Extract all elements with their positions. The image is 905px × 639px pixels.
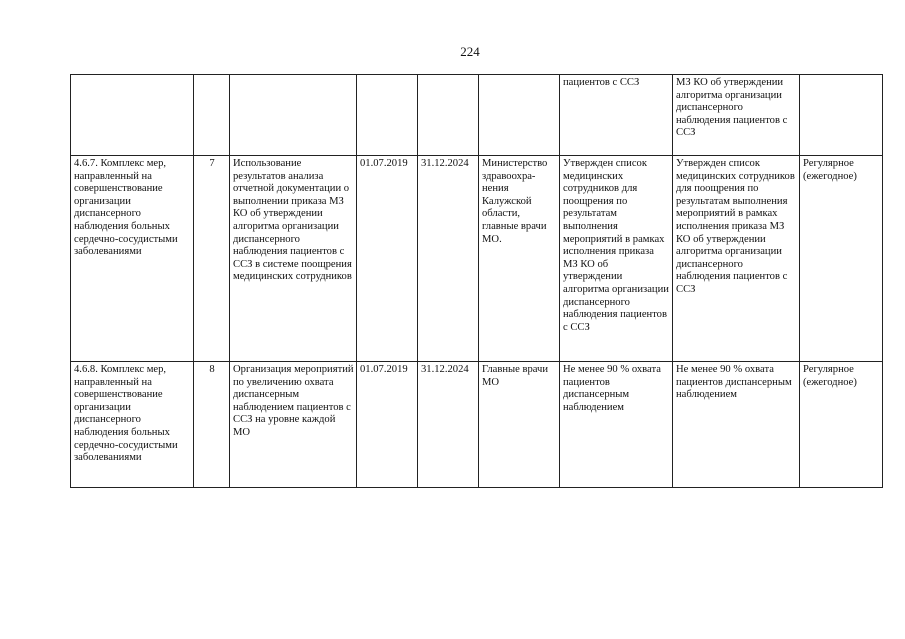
cell-activity: Организация мероприятий по увеличению охвата диспансерным наблюдением пациентов с ССЗ на уровне каждой МО: [230, 362, 357, 488]
cell-index: 8: [194, 362, 230, 488]
cell-end-date: 31.12.2024: [418, 156, 479, 362]
cell-responsible: [479, 75, 560, 156]
page-number: 224: [460, 44, 480, 59]
cell-start-date: 01.07.2019: [357, 156, 418, 362]
cell-indicator: Не менее 90 % охвата пациентов диспансерным наблюдением: [673, 362, 800, 488]
cell-start-date: 01.07.2019: [357, 362, 418, 488]
cell-index: [194, 75, 230, 156]
cell-index: 7: [194, 156, 230, 362]
cell-end-date: [418, 75, 479, 156]
cell-activity: Использование результатов анализа отчетной документации о выполнении приказа МЗ КО об утверждении алгоритма организации диспансерного наблюдения пациентов с ССЗ в системе поощрения медицинских сотрудников: [230, 156, 357, 362]
cell-result: пациентов с ССЗ: [560, 75, 673, 156]
cell-end-date: 31.12.2024: [418, 362, 479, 488]
cell-measure: 4.6.8. Комплекс мер, направленный на совершенствование организации диспансерного наблюдения больных сердечно-сосудистыми заболеваниями: [71, 362, 194, 488]
cell-indicator: МЗ КО об утверждении алгоритма организации диспансерного наблюдения пациентов с ССЗ: [673, 75, 800, 156]
table-row: [71, 156, 883, 362]
cell-frequency: Регулярное (ежегодное): [800, 362, 883, 488]
measures-table: [70, 74, 883, 488]
continuation-row: [71, 75, 883, 156]
cell-measure: [71, 75, 194, 156]
cell-result: Не менее 90 % охвата пациентов диспансерным наблюдением: [560, 362, 673, 488]
cell-frequency: Регулярное (ежегодное): [800, 156, 883, 362]
cell-responsible: Главные врачи МО: [479, 362, 560, 488]
cell-start-date: [357, 75, 418, 156]
table-row: [71, 362, 883, 488]
cell-result: Утвержден список медицинских сотрудников для поощрения по результатам выполнения мероприятий в рамках исполнения приказа МЗ КО об утверждении алгоритма организации диспансерного наблюдения пациентов с ССЗ: [560, 156, 673, 362]
cell-indicator: Утвержден список медицинских сотрудников для поощрения по результатам выполнения мероприятий в рамках исполнения приказа МЗ КО об утверждении алгоритма организации диспансерного наблюдения пациентов с ССЗ: [673, 156, 800, 362]
cell-measure: 4.6.7. Комплекс мер, направленный на совершенствование организации диспансерного наблюдения больных сердечно-сосудистыми заболеваниями: [71, 156, 194, 362]
cell-responsible: Министерство здравоохра-нения Калужской области, главные врачи МО.: [479, 156, 560, 362]
cell-activity: [230, 75, 357, 156]
cell-frequency: [800, 75, 883, 156]
